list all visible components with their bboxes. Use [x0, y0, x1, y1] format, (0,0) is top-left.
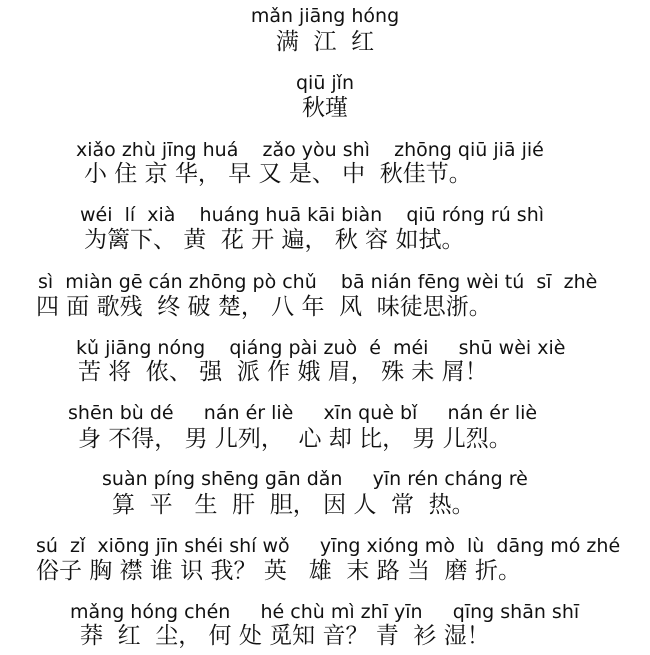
- verse-5-text: 身 不得， 男 儿列， 心 却 比， 男 儿烈。: [78, 426, 512, 452]
- verse-4-text: 苦 将 侬、 强 派 作 娥 眉， 殊 未 屑！: [78, 359, 488, 385]
- verse-3-pinyin: sì miàn gē cán zhōng pò chǔ bā nián fēng wèi tú sī zhè: [38, 271, 598, 293]
- verse-7-text: 俗子 胸 襟 谁 识 我？ 英 雄 末 路 当 磨 折。: [36, 558, 521, 584]
- verse-2-text: 为篱下、 黄 花 开 遍， 秋 容 如拭。: [84, 227, 465, 253]
- title-pinyin: mǎn jiāng hóng: [250, 5, 400, 27]
- verse-4-pinyin: kǔ jiāng nóng qiáng pài zuò é méi shū wèi xiè: [76, 337, 566, 359]
- verse-1-text: 小 住 京 华， 早 又 是、 中 秋佳节。: [84, 161, 472, 187]
- author-pinyin: qiū jǐn: [295, 72, 355, 94]
- verse-6-text: 算 平 生 肝 胆， 因 人 常 热。: [112, 492, 475, 518]
- verse-7-pinyin: sú zǐ xiōng jīn shéi shí wǒ yīng xióng mò lù dāng mó zhé: [36, 535, 621, 557]
- verse-6-pinyin: suàn píng shēng gān dǎn yīn rén cháng rè: [102, 468, 528, 490]
- verse-3-text: 四 面 歌残 终 破 楚， 八 年 风 味徒思浙。: [36, 294, 492, 320]
- verse-8-text: 莽 红 尘， 何 处 觅知 音？ 青 衫 湿！: [80, 623, 490, 649]
- verse-5-pinyin: shēn bù dé nán ér liè xīn què bǐ nán ér liè: [68, 402, 538, 424]
- author-name: 秋瑾: [302, 95, 348, 121]
- verse-2-pinyin: wéi lí xià huáng huā kāi biàn qiū róng rú shì: [80, 204, 545, 226]
- verse-1-pinyin: xiǎo zhù jīng huá zǎo yòu shì zhōng qiū jiā jié: [76, 139, 544, 161]
- poem-title: 满 江 红: [275, 29, 375, 55]
- verse-8-pinyin: mǎng hóng chén hé chù mì zhī yīn qīng shān shī: [70, 601, 580, 623]
